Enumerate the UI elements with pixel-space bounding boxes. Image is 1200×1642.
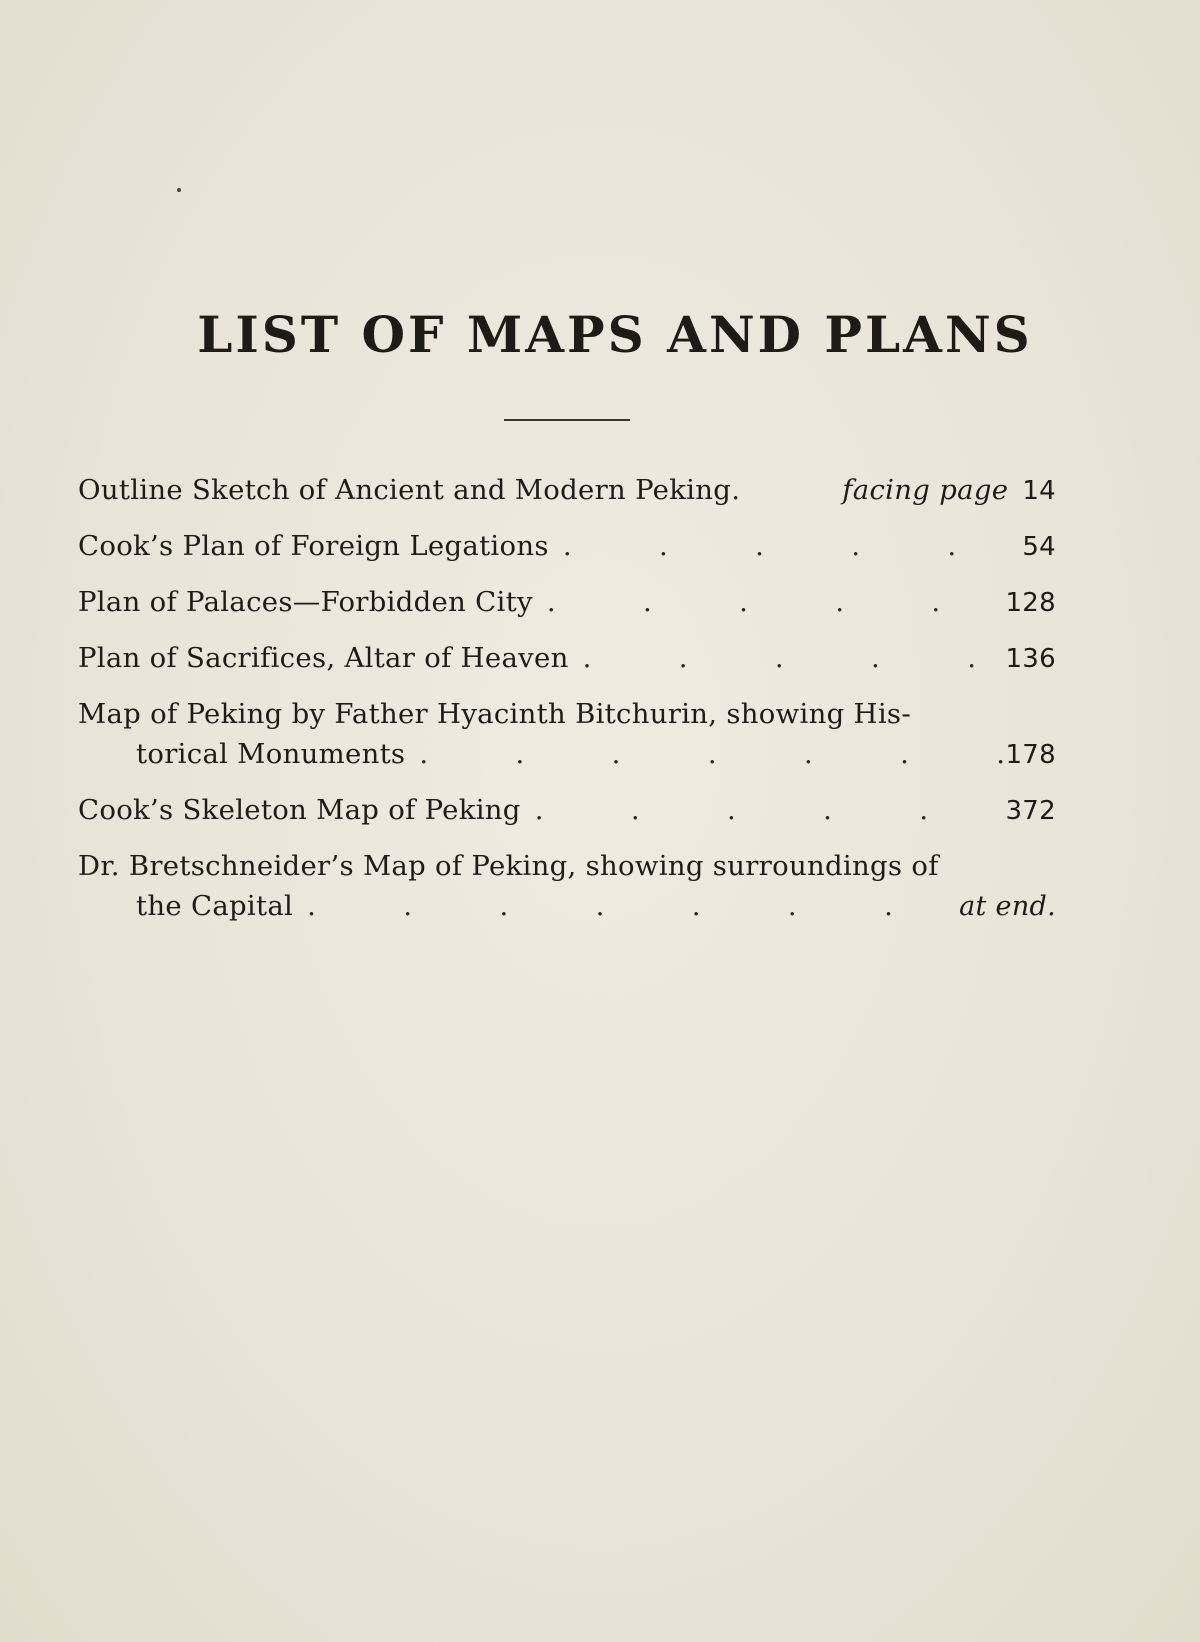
entry-title: Outline Sketch of Ancient and Modern Peking. xyxy=(78,474,741,506)
entry-line xyxy=(78,638,1056,678)
entry-line xyxy=(78,694,1056,734)
entry-title: Cook’s Plan of Foreign Legations xyxy=(78,530,549,562)
dot-leader xyxy=(293,886,959,926)
page-number: 372 xyxy=(1005,796,1056,826)
page-reference: at end. xyxy=(959,891,1056,922)
list-entry xyxy=(78,638,1056,678)
page-number: 178 xyxy=(1005,740,1056,770)
entry-title-continued: torical Monuments xyxy=(136,738,406,770)
entry-title: Dr. Bretschneider’s Map of Peking, showing surroundings of xyxy=(78,850,939,882)
entry-line xyxy=(78,846,1056,886)
list-entry xyxy=(78,790,1056,830)
list-entry xyxy=(78,582,1056,622)
entry-line-continued xyxy=(78,886,1056,926)
list-entry xyxy=(78,470,1056,510)
entry-line xyxy=(78,790,1056,830)
list-entry xyxy=(78,526,1056,566)
entry-title: Map of Peking by Father Hyacinth Bitchurin, showing His- xyxy=(78,698,911,730)
maps-list xyxy=(78,470,1056,942)
page-number: 54 xyxy=(1022,532,1056,562)
entry-title-continued: the Capital xyxy=(136,890,294,922)
title-rule xyxy=(504,419,630,421)
page-number: 128 xyxy=(1005,588,1056,618)
dot-leader xyxy=(405,734,1005,774)
ink-speck xyxy=(177,188,181,192)
page-title: LIST OF MAPS AND PLANS xyxy=(197,305,1033,364)
dot-leader xyxy=(533,582,1006,622)
entry-title: Cook’s Skeleton Map of Peking xyxy=(78,794,521,826)
list-entry xyxy=(78,694,1056,774)
entry-title: Plan of Palaces—Forbidden City xyxy=(78,586,533,618)
page-number: 136 xyxy=(1005,644,1056,674)
page-number: 14 xyxy=(1022,476,1056,506)
dot-leader xyxy=(521,790,1006,830)
entry-line xyxy=(78,526,1056,566)
list-entry xyxy=(78,846,1056,926)
dot-leader xyxy=(569,638,1006,678)
entry-line-continued xyxy=(78,734,1056,774)
entry-title: Plan of Sacrifices, Altar of Heaven xyxy=(78,642,569,674)
entry-line xyxy=(78,582,1056,622)
entry-line xyxy=(78,470,1056,510)
dot-leader xyxy=(549,526,1023,566)
facing-page-label: facing page xyxy=(842,474,1009,506)
